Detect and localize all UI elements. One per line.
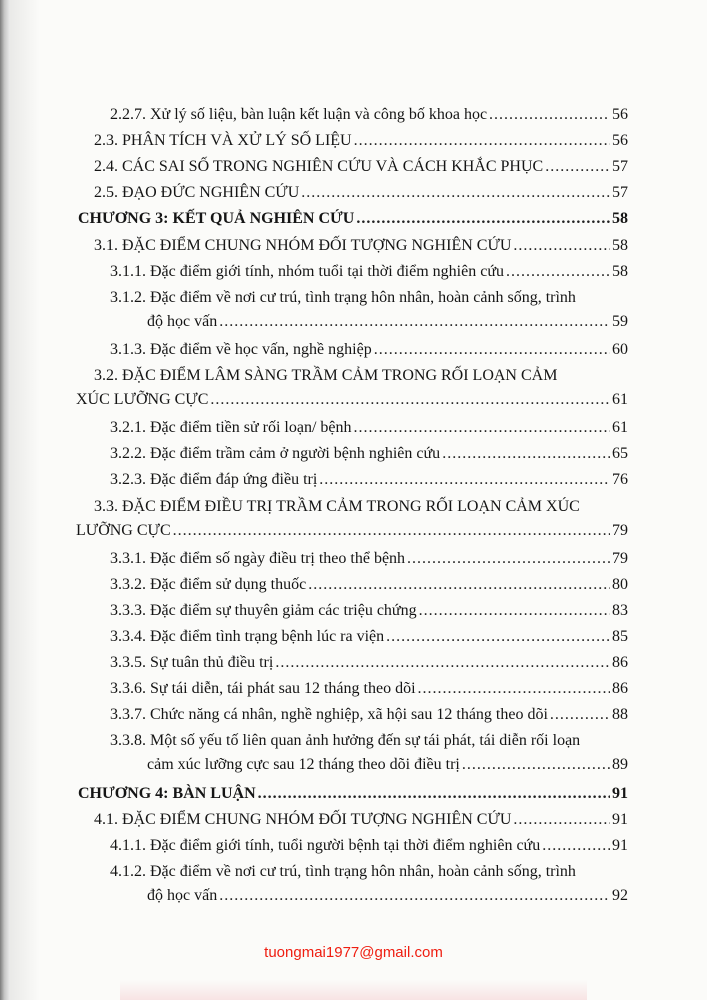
toc-dot-leader	[545, 155, 610, 179]
toc-dot-leader	[219, 310, 610, 334]
toc-entry-title: 3.3.4. Đặc điểm tình trạng bệnh lúc ra viện	[110, 628, 385, 645]
toc-entry[interactable]	[110, 729, 628, 777]
toc-page-number: 59	[612, 312, 628, 330]
toc-entry-title: 2.2.7. Xử lý số liệu, bàn luận kết luận và công bố khoa học	[110, 106, 488, 123]
toc-entry-title: 3.1.3. Đặc điểm về học vấn, nghề nghiệp	[110, 340, 372, 358]
toc-dot-leader	[301, 181, 610, 205]
footer-email: tuongmai1977@gmail.com	[264, 944, 443, 961]
toc-entry-title: 4.1.1. Đặc điểm giới tính, tuổi người bệnh tại thời điểm nghiên cứu	[110, 836, 541, 854]
toc-entry-title-line: 3.1.2. Đặc điểm về nơi cư trú, tình trạng hôn nhân, hoàn cảnh sống, trình	[110, 288, 576, 306]
toc-entry[interactable]	[110, 338, 628, 362]
toc-page-number: 80	[612, 575, 628, 593]
toc-dot-leader	[489, 103, 610, 127]
toc-entry-title: LƯỠNG CỰC	[76, 521, 171, 539]
toc-entry[interactable]	[110, 416, 628, 440]
toc-entry[interactable]	[94, 129, 628, 153]
toc-entry-title: độ học vấn	[147, 886, 218, 904]
toc-page-number: 89	[612, 756, 628, 774]
toc-page-number: 60	[612, 340, 628, 358]
toc-entry[interactable]	[78, 782, 628, 806]
toc-page-number: 58	[612, 236, 628, 254]
toc-entry-title: 3.2.3. Đặc điểm đáp ứng điều trị	[110, 471, 318, 489]
toc-dot-leader	[407, 547, 610, 571]
toc-entry-title-line: 3.3.8. Một số yếu tố liên quan ảnh hưởng đến sự tái phát, tái diễn rối loạn	[110, 732, 581, 750]
toc-entry[interactable]	[110, 677, 628, 701]
toc-dot-leader	[173, 519, 610, 543]
toc-entry-title: 2.3. PHÂN TÍCH VÀ XỬ LÝ SỐ LIỆU	[94, 132, 352, 150]
toc-entry-title: 3.2.1. Đặc điểm tiền sử rối loạn/ bệnh	[110, 419, 352, 437]
toc-dot-leader	[542, 834, 610, 858]
toc-entry-title-line: 3.2. ĐẶC ĐIỂM LÂM SÀNG TRẦM CẢM TRONG RỐI LOẠN CẢM	[94, 367, 558, 384]
toc-page-number: 92	[612, 886, 628, 904]
toc-entry[interactable]	[94, 808, 628, 832]
toc-entry[interactable]	[110, 599, 628, 623]
toc-dot-leader	[550, 703, 610, 727]
toc-dot-leader	[419, 599, 610, 623]
toc-dot-leader	[418, 677, 610, 701]
toc-dot-leader	[374, 338, 610, 362]
toc-dot-leader	[356, 207, 610, 231]
toc-entry-title: 2.5. ĐẠO ĐỨC NGHIÊN CỨU	[94, 184, 300, 202]
toc-dot-leader	[506, 260, 610, 284]
toc-page-number: 56	[612, 132, 628, 150]
toc-entry-title: 3.3.3. Đặc điểm sự thuyên giảm các triệu chứng	[110, 601, 417, 619]
toc-page-number: 86	[612, 680, 628, 698]
toc-entry[interactable]	[76, 495, 628, 543]
toc-dot-leader	[513, 808, 610, 832]
toc-page-number: 57	[612, 158, 628, 176]
toc-entry[interactable]	[110, 703, 628, 727]
toc-dot-leader	[219, 884, 610, 908]
toc-entry[interactable]	[94, 155, 628, 179]
toc-page-number: 85	[612, 628, 628, 645]
toc-entry-title: XÚC LƯỠNG CỰC	[76, 391, 209, 408]
toc-page-number: 61	[612, 419, 628, 437]
toc-page-number: 65	[612, 445, 628, 463]
toc-page-number: 91	[612, 784, 628, 802]
toc-dot-leader	[275, 651, 610, 675]
toc-entry[interactable]	[110, 625, 628, 649]
toc-page-number: 61	[612, 391, 628, 408]
toc-entry[interactable]	[78, 207, 628, 231]
toc-page-number: 58	[612, 210, 628, 228]
toc-dot-leader	[386, 625, 610, 649]
toc-page-number: 79	[612, 549, 628, 567]
page-bottom-tint	[120, 980, 587, 1000]
toc-dot-leader	[319, 468, 610, 492]
toc-entry-title: 3.1.1. Đặc điểm giới tính, nhóm tuổi tại thời điểm nghiên cứu	[110, 262, 504, 280]
toc-entry-title: 4.1. ĐẶC ĐIỂM CHUNG NHÓM ĐỐI TƯỢNG NGHIÊN CỨU	[94, 810, 512, 828]
toc-page-number: 76	[612, 471, 628, 489]
toc-entry-title-line: 4.1.2. Đặc điểm về nơi cư trú, tình trạng hôn nhân, hoàn cảnh sống, trình	[110, 862, 576, 880]
toc-entry-title: 2.4. CÁC SAI SỐ TRONG NGHIÊN CỨU VÀ CÁCH KHẮC PHỤC	[94, 158, 544, 176]
toc-entry[interactable]	[110, 260, 628, 284]
toc-entry[interactable]	[110, 651, 628, 675]
toc-entry[interactable]	[76, 364, 628, 412]
toc-entry-title: cảm xúc lưỡng cực sau 12 tháng theo dõi điều trị	[147, 756, 460, 774]
toc-entry[interactable]	[94, 181, 628, 205]
toc-dot-leader	[513, 234, 610, 258]
toc-page-number: 56	[612, 106, 628, 123]
toc-page-number: 79	[612, 521, 628, 539]
toc-entry[interactable]	[110, 103, 628, 127]
toc-dot-leader	[354, 129, 610, 153]
toc-entry[interactable]	[110, 547, 628, 571]
toc-entry-title: CHƯƠNG 4: BÀN LUẬN	[78, 784, 256, 802]
toc-page-number: 57	[612, 184, 628, 202]
toc-dot-leader	[258, 782, 610, 806]
toc-page-number: 86	[612, 654, 628, 672]
toc-dot-leader	[308, 573, 610, 597]
toc-dot-leader	[210, 388, 610, 412]
toc-entry[interactable]	[110, 286, 628, 334]
toc-dot-leader	[462, 753, 610, 777]
toc-entry-title: 3.3.6. Sự tái diễn, tái phát sau 12 tháng theo dõi	[110, 680, 416, 698]
toc-entry-title: 3.3.2. Đặc điểm sử dụng thuốc	[110, 575, 307, 593]
toc-entry-title: độ học vấn	[147, 312, 218, 330]
toc-entry-title: 3.3.5. Sự tuân thủ điều trị	[110, 654, 274, 672]
toc-page-number: 83	[612, 601, 628, 619]
toc-entry[interactable]	[110, 442, 628, 466]
toc-page-number: 91	[612, 810, 628, 828]
toc-entry-title: 3.3.1. Đặc điểm số ngày điều trị theo thể bệnh	[110, 549, 406, 567]
toc-entry-title-line: 3.3. ĐẶC ĐIỂM ĐIỀU TRỊ TRẦM CẢM TRONG RỐI LOẠN CẢM XÚC	[94, 497, 580, 515]
toc-dot-leader	[442, 442, 610, 466]
toc-page-number: 58	[612, 262, 628, 280]
toc-entry-title: 3.3.7. Chức năng cá nhân, nghề nghiệp, xã hội sau 12 tháng theo dõi	[110, 706, 548, 724]
toc-entry[interactable]	[110, 468, 628, 492]
toc-page-number: 88	[612, 706, 628, 724]
toc-dot-leader	[354, 416, 610, 440]
toc-entry-title: 3.2.2. Đặc điểm trầm cảm ở người bệnh nghiên cứu	[110, 445, 441, 463]
toc-entry[interactable]	[110, 834, 628, 858]
toc-page-number: 91	[612, 836, 628, 854]
toc-entry[interactable]	[110, 860, 628, 908]
toc-entry[interactable]	[110, 573, 628, 597]
toc-entry-title: CHƯƠNG 3: KẾT QUẢ NGHIÊN CỨU	[78, 210, 355, 228]
toc-entry-title: 3.1. ĐẶC ĐIỂM CHUNG NHÓM ĐỐI TƯỢNG NGHIÊN CỨU	[94, 236, 512, 254]
toc-entry[interactable]	[94, 234, 628, 258]
